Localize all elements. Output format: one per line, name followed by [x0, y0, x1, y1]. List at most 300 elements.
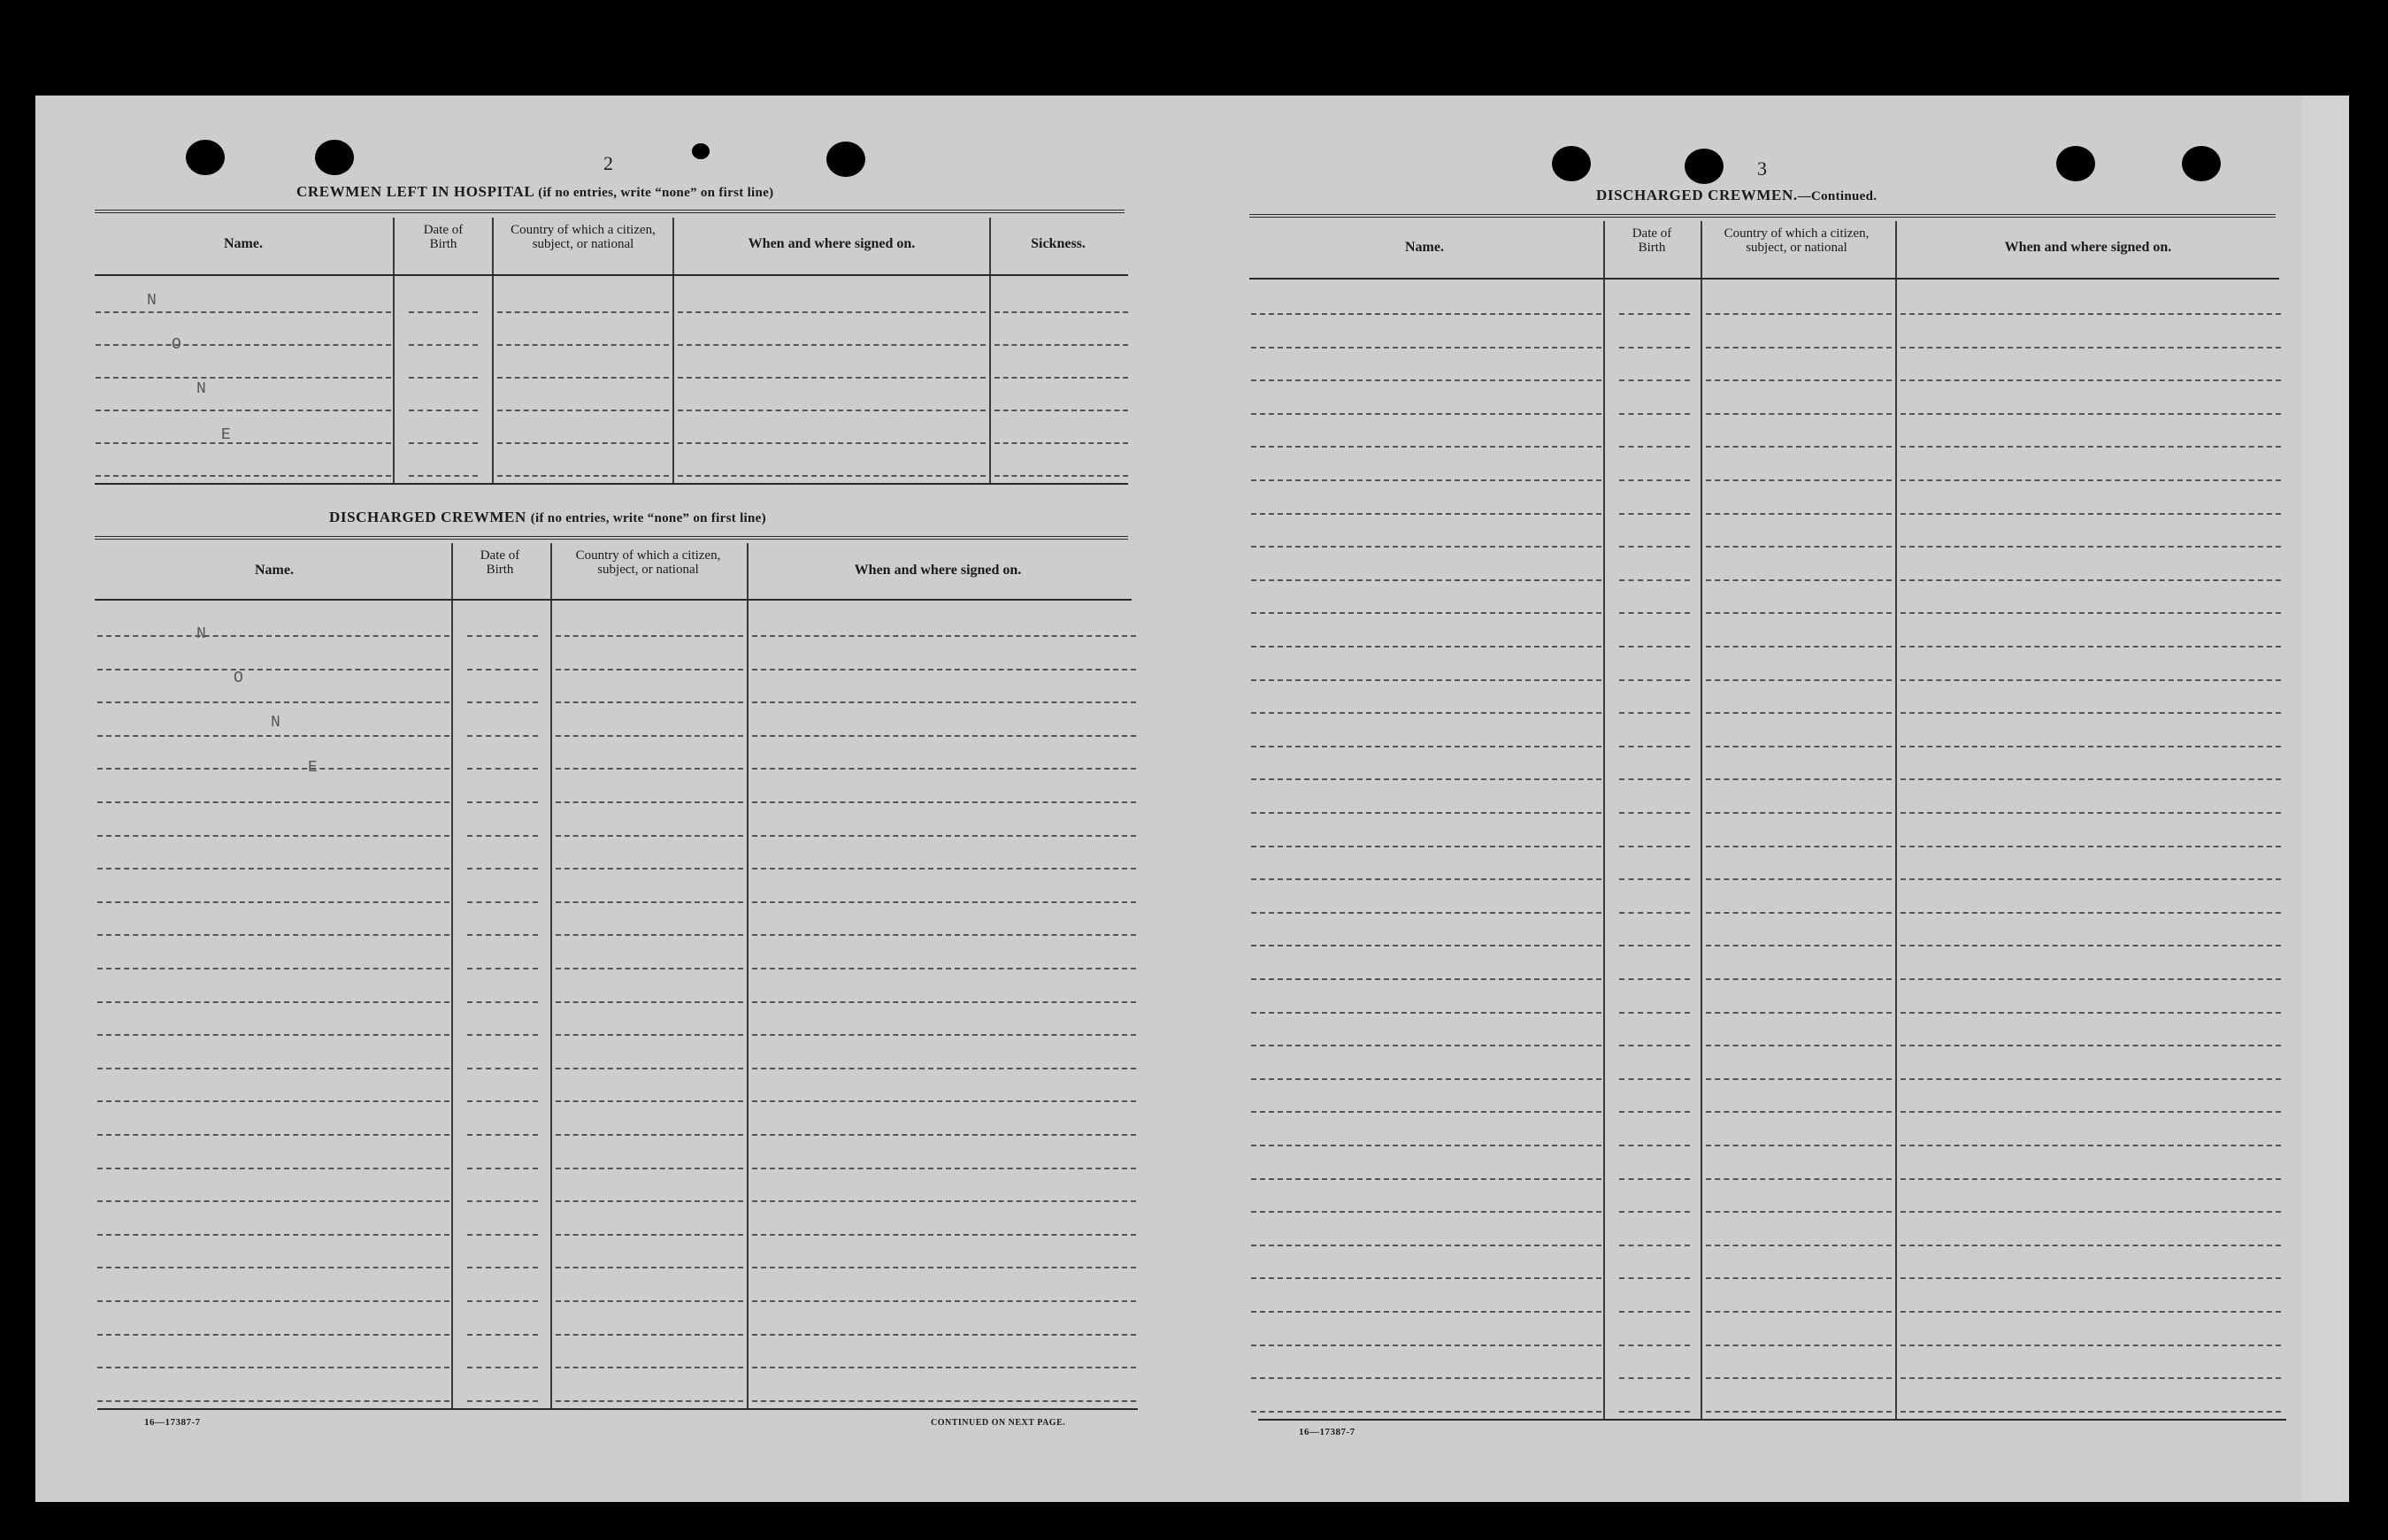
ruled-line [1706, 945, 1892, 946]
ruled-line [556, 1034, 743, 1036]
ruled-line [1619, 746, 1690, 747]
ruled-line [1900, 1111, 2281, 1113]
ruled-line [1251, 1178, 1601, 1180]
ruled-line [97, 1234, 449, 1236]
ruled-line [1900, 1345, 2281, 1346]
discharged-header-rule [95, 536, 1128, 540]
ruled-line [97, 1334, 449, 1336]
ruled-line [1619, 812, 1690, 814]
column-header-country: Country of which a citizen, subject, or national [1724, 226, 1870, 255]
ruled-line [1706, 379, 1892, 381]
ruled-line [1251, 1111, 1601, 1113]
ruled-line [1900, 513, 2281, 515]
punch-hole [315, 140, 354, 175]
column-header-rule [1249, 278, 2279, 280]
column-header-date-of-birth: Date of Birth [423, 223, 464, 251]
ruled-line [556, 1100, 743, 1102]
ruled-line [556, 701, 743, 703]
ruled-line [1900, 978, 2281, 980]
ruled-line [752, 968, 1136, 969]
ruled-line [1251, 679, 1601, 681]
ruled-line [1706, 646, 1892, 647]
discharged-section-title [329, 509, 766, 526]
ruled-line [497, 442, 669, 444]
ruled-line [97, 801, 449, 803]
ruled-line [752, 635, 1136, 637]
ruled-line [1251, 1277, 1601, 1279]
ruled-line [1619, 679, 1690, 681]
column-header-rule [95, 599, 1132, 601]
ruled-line [467, 901, 538, 903]
ruled-line [97, 701, 449, 703]
ruled-line [1706, 712, 1892, 714]
ruled-line [96, 377, 391, 379]
ruled-line [752, 1001, 1136, 1003]
table-bottom-rule [1258, 1419, 2286, 1421]
ruled-line [96, 410, 391, 411]
column-divider [672, 218, 674, 485]
ruled-line [1900, 646, 2281, 647]
table-bottom-rule [95, 483, 1128, 485]
ruled-line [556, 669, 743, 670]
column-header-signed-on: When and where signed on. [854, 563, 1022, 578]
column-divider [989, 218, 991, 485]
ruled-line [556, 868, 743, 870]
ruled-line [1900, 579, 2281, 581]
ruled-line [752, 1068, 1136, 1069]
ruled-line [752, 701, 1136, 703]
ruled-line [1900, 1178, 2281, 1180]
ruled-line [497, 377, 669, 379]
ruled-line [1706, 746, 1892, 747]
ruled-line [97, 1367, 449, 1368]
ruled-line [1706, 1311, 1892, 1313]
ruled-line [556, 1134, 743, 1136]
ruled-line [467, 801, 538, 803]
ruled-line [556, 1234, 743, 1236]
ruled-line [1900, 945, 2281, 946]
ruled-line [994, 311, 1128, 313]
ruled-line [752, 1200, 1136, 1202]
handwritten-letter: E [221, 426, 231, 444]
ruled-line [1706, 778, 1892, 780]
ruled-line [1251, 347, 1601, 349]
continued-title-text: DISCHARGED CREWMEN. [1596, 187, 1798, 203]
ruled-line [497, 311, 669, 313]
ruled-line [556, 934, 743, 936]
ruled-line [1706, 579, 1892, 581]
ruled-line [97, 1168, 449, 1169]
ruled-line [1900, 1211, 2281, 1213]
ruled-line [1619, 313, 1690, 315]
ruled-line [1900, 379, 2281, 381]
ruled-line [97, 968, 449, 969]
ruled-line [1619, 479, 1690, 481]
page-number: 3 [1757, 157, 1767, 180]
ruled-line [1251, 646, 1601, 647]
ruled-line [467, 735, 538, 737]
ruled-line [1706, 1012, 1892, 1014]
column-header-signed-on: When and where signed on. [2004, 240, 2172, 255]
ruled-line [1706, 1377, 1892, 1379]
ruled-line [1619, 513, 1690, 515]
punch-hole [2182, 146, 2221, 181]
ruled-line [1251, 945, 1601, 946]
continued-title-suffix: —Continued. [1797, 189, 1877, 203]
ruled-line [1706, 812, 1892, 814]
ruled-line [1251, 712, 1601, 714]
ruled-line [467, 868, 538, 870]
ruled-line [1251, 1245, 1601, 1246]
ruled-line [1251, 846, 1601, 847]
ruled-line [994, 377, 1128, 379]
ruled-line [752, 735, 1136, 737]
ruled-line [1900, 1277, 2281, 1279]
ruled-line [1251, 1045, 1601, 1046]
ruled-line [994, 410, 1128, 411]
ruled-line [97, 901, 449, 903]
form-number: 16—17387-7 [1299, 1427, 1355, 1437]
ruled-line [1706, 1277, 1892, 1279]
form-sheet [35, 96, 2338, 1502]
ruled-line [1619, 579, 1690, 581]
ruled-line [1706, 479, 1892, 481]
ruled-line [752, 1134, 1136, 1136]
ruled-line [1900, 347, 2281, 349]
sheet-edge [2303, 96, 2349, 1502]
ruled-line [1900, 812, 2281, 814]
handwritten-letter: N [196, 380, 206, 398]
ruled-line [994, 475, 1128, 477]
ruled-line [1251, 579, 1601, 581]
ruled-line [1706, 878, 1892, 880]
ruled-line [1706, 413, 1892, 415]
ruled-line [752, 934, 1136, 936]
ruled-line [467, 768, 538, 770]
column-header-country: Country of which a citizen, subject, or national [575, 548, 721, 577]
ruled-line [1706, 446, 1892, 448]
ruled-line [1251, 878, 1601, 880]
ruled-line [1619, 912, 1690, 914]
ruled-line [1900, 846, 2281, 847]
hospital-section-title [296, 183, 773, 201]
ruled-line [1900, 446, 2281, 448]
ruled-line [1706, 912, 1892, 914]
column-header-rule [95, 274, 1128, 276]
ruled-line [497, 475, 669, 477]
ruled-line [678, 410, 986, 411]
form-number: 16—17387-7 [144, 1417, 201, 1428]
ruled-line [1706, 612, 1892, 614]
column-header-country: Country of which a citizen, subject, or national [511, 223, 656, 251]
ruled-line [1619, 1078, 1690, 1080]
ruled-line [97, 1200, 449, 1202]
punch-hole [1685, 149, 1724, 184]
ruled-line [1619, 1277, 1690, 1279]
handwritten-letter: O [172, 336, 181, 354]
ruled-line [1251, 1211, 1601, 1213]
ruled-line [1619, 945, 1690, 946]
ruled-line [1706, 1178, 1892, 1180]
ruled-line [1706, 546, 1892, 548]
ruled-line [1900, 546, 2281, 548]
ruled-line [1706, 1045, 1892, 1046]
ruled-line [97, 868, 449, 870]
ruled-line [752, 835, 1136, 837]
ruled-line [1251, 413, 1601, 415]
ruled-line [467, 1367, 538, 1368]
ruled-line [1619, 1045, 1690, 1046]
ruled-line [97, 1134, 449, 1136]
ruled-line [467, 1100, 538, 1102]
ruled-line [467, 835, 538, 837]
ruled-line [97, 1300, 449, 1302]
ruled-line [1706, 1211, 1892, 1213]
punch-hole [692, 143, 710, 159]
ruled-line [1619, 379, 1690, 381]
column-divider [1895, 221, 1897, 1421]
ruled-line [1619, 1345, 1690, 1346]
ruled-line [556, 968, 743, 969]
ruled-line [97, 768, 449, 770]
ruled-line [1251, 1377, 1601, 1379]
ruled-line [97, 1100, 449, 1102]
ruled-line [1900, 612, 2281, 614]
handwritten-letter: O [234, 670, 243, 687]
ruled-line [752, 901, 1136, 903]
column-header-name: Name. [224, 236, 263, 251]
ruled-line [994, 442, 1128, 444]
ruled-line [1619, 1311, 1690, 1313]
ruled-line [1619, 546, 1690, 548]
column-divider [393, 218, 395, 485]
ruled-line [97, 1034, 449, 1036]
ruled-line [556, 1367, 743, 1368]
hospital-title-text: CREWMEN LEFT IN HOSPITAL [296, 183, 534, 200]
ruled-line [1900, 712, 2281, 714]
ruled-line [409, 475, 478, 477]
handwritten-letter: N [147, 292, 157, 310]
ruled-line [409, 442, 478, 444]
ruled-line [752, 868, 1136, 870]
ruled-line [1251, 379, 1601, 381]
ruled-line [678, 442, 986, 444]
ruled-line [1251, 313, 1601, 315]
column-divider [451, 543, 453, 1410]
ruled-line [1706, 1345, 1892, 1346]
ruled-line [1619, 1245, 1690, 1246]
ruled-line [467, 1034, 538, 1036]
ruled-line [1619, 878, 1690, 880]
ruled-line [467, 968, 538, 969]
column-header-date-of-birth: Date of Birth [1632, 226, 1672, 255]
ruled-line [678, 475, 986, 477]
ruled-line [1619, 1411, 1690, 1413]
ruled-line [1619, 712, 1690, 714]
ruled-line [1900, 479, 2281, 481]
column-header-name: Name. [255, 563, 294, 578]
ruled-line [678, 344, 986, 346]
ruled-line [1900, 1411, 2281, 1413]
ruled-line [1251, 1311, 1601, 1313]
punch-hole [186, 140, 225, 175]
ruled-line [1706, 1411, 1892, 1413]
ruled-line [752, 768, 1136, 770]
ruled-line [1251, 513, 1601, 515]
column-divider [747, 543, 749, 1410]
ruled-line [1619, 1377, 1690, 1379]
ruled-line [467, 1267, 538, 1268]
ruled-line [1619, 1111, 1690, 1113]
ruled-line [96, 475, 391, 477]
ruled-line [467, 669, 538, 670]
ruled-line [752, 1267, 1136, 1268]
ruled-line [97, 1068, 449, 1069]
column-header-date-of-birth: Date of Birth [480, 548, 520, 577]
ruled-line [556, 801, 743, 803]
ruled-line [678, 311, 986, 313]
ruled-line [467, 1334, 538, 1336]
ruled-line [1251, 546, 1601, 548]
ruled-line [556, 835, 743, 837]
ruled-line [497, 344, 669, 346]
ruled-line [1706, 846, 1892, 847]
ruled-line [467, 1001, 538, 1003]
ruled-line [752, 1168, 1136, 1169]
handwritten-letter: N [271, 714, 280, 732]
ruled-line [1900, 313, 2281, 315]
ruled-line [1619, 1178, 1690, 1180]
ruled-line [556, 1300, 743, 1302]
ruled-line [556, 1168, 743, 1169]
ruled-line [752, 1300, 1136, 1302]
punch-hole [1552, 146, 1591, 181]
ruled-line [1251, 612, 1601, 614]
ruled-line [752, 1034, 1136, 1036]
ruled-line [1251, 812, 1601, 814]
hospital-header-rule [95, 210, 1125, 213]
handwritten-letter: N [196, 625, 206, 643]
discharged-instruction: (if no entries, write “none” on first line) [530, 511, 766, 525]
ruled-line [1251, 1411, 1601, 1413]
ruled-line [1706, 1111, 1892, 1113]
ruled-line [1706, 679, 1892, 681]
ruled-line [1251, 446, 1601, 448]
continued-header-rule [1249, 214, 2276, 218]
ruled-line [752, 669, 1136, 670]
column-divider [1603, 221, 1605, 1421]
ruled-line [467, 1234, 538, 1236]
ruled-line [1619, 846, 1690, 847]
ruled-line [556, 1200, 743, 1202]
column-divider [550, 543, 552, 1410]
ruled-line [752, 801, 1136, 803]
ruled-line [1251, 479, 1601, 481]
column-header-sickness: Sickness. [1031, 236, 1086, 251]
ruled-line [1900, 1045, 2281, 1046]
ruled-line [1706, 1245, 1892, 1246]
ruled-line [1619, 446, 1690, 448]
ruled-line [556, 768, 743, 770]
ruled-line [1251, 978, 1601, 980]
column-header-name: Name. [1405, 240, 1444, 255]
ruled-line [1619, 646, 1690, 647]
ruled-line [1706, 1145, 1892, 1146]
ruled-line [1900, 1145, 2281, 1146]
ruled-line [1619, 612, 1690, 614]
ruled-line [96, 311, 391, 313]
ruled-line [1251, 1345, 1601, 1346]
ruled-line [1619, 413, 1690, 415]
ruled-line [556, 901, 743, 903]
ruled-line [467, 1200, 538, 1202]
ruled-line [97, 1267, 449, 1268]
ruled-line [1900, 1245, 2281, 1246]
hospital-instruction: (if no entries, write “none” on first line) [538, 186, 774, 200]
ruled-line [96, 442, 391, 444]
ruled-line [1251, 1012, 1601, 1014]
punch-hole [826, 142, 865, 177]
ruled-line [1619, 347, 1690, 349]
ruled-line [1706, 347, 1892, 349]
ruled-line [1251, 746, 1601, 747]
table-bottom-rule [97, 1408, 1138, 1410]
ruled-line [994, 344, 1128, 346]
ruled-line [467, 1134, 538, 1136]
ruled-line [1619, 1211, 1690, 1213]
ruled-line [752, 1367, 1136, 1368]
handwritten-letter: E [308, 759, 318, 777]
ruled-line [467, 1168, 538, 1169]
ruled-line [556, 635, 743, 637]
ruled-line [556, 735, 743, 737]
ruled-line [678, 377, 986, 379]
ruled-line [1900, 679, 2281, 681]
ruled-line [556, 1001, 743, 1003]
ruled-line [1706, 513, 1892, 515]
ruled-line [467, 934, 538, 936]
ruled-line [97, 835, 449, 837]
ruled-line [1706, 313, 1892, 315]
ruled-line [1900, 413, 2281, 415]
ruled-line [409, 344, 478, 346]
ruled-line [1900, 1078, 2281, 1080]
ruled-line [409, 410, 478, 411]
ruled-line [97, 1400, 449, 1402]
ruled-line [467, 1300, 538, 1302]
ruled-line [556, 1400, 743, 1402]
ruled-line [96, 344, 391, 346]
ruled-line [1251, 912, 1601, 914]
ruled-line [409, 311, 478, 313]
ruled-line [752, 1234, 1136, 1236]
ruled-line [752, 1400, 1136, 1402]
ruled-line [467, 701, 538, 703]
ruled-line [467, 1068, 538, 1069]
ruled-line [97, 635, 449, 637]
ruled-line [467, 1400, 538, 1402]
discharged-title-text: DISCHARGED CREWMEN [329, 509, 526, 525]
column-divider [1701, 221, 1702, 1421]
ruled-line [1900, 878, 2281, 880]
ruled-line [556, 1068, 743, 1069]
ruled-line [1900, 746, 2281, 747]
ruled-line [1900, 778, 2281, 780]
ruled-line [1706, 1078, 1892, 1080]
ruled-line [752, 1334, 1136, 1336]
ruled-line [1619, 1012, 1690, 1014]
ruled-line [97, 1001, 449, 1003]
